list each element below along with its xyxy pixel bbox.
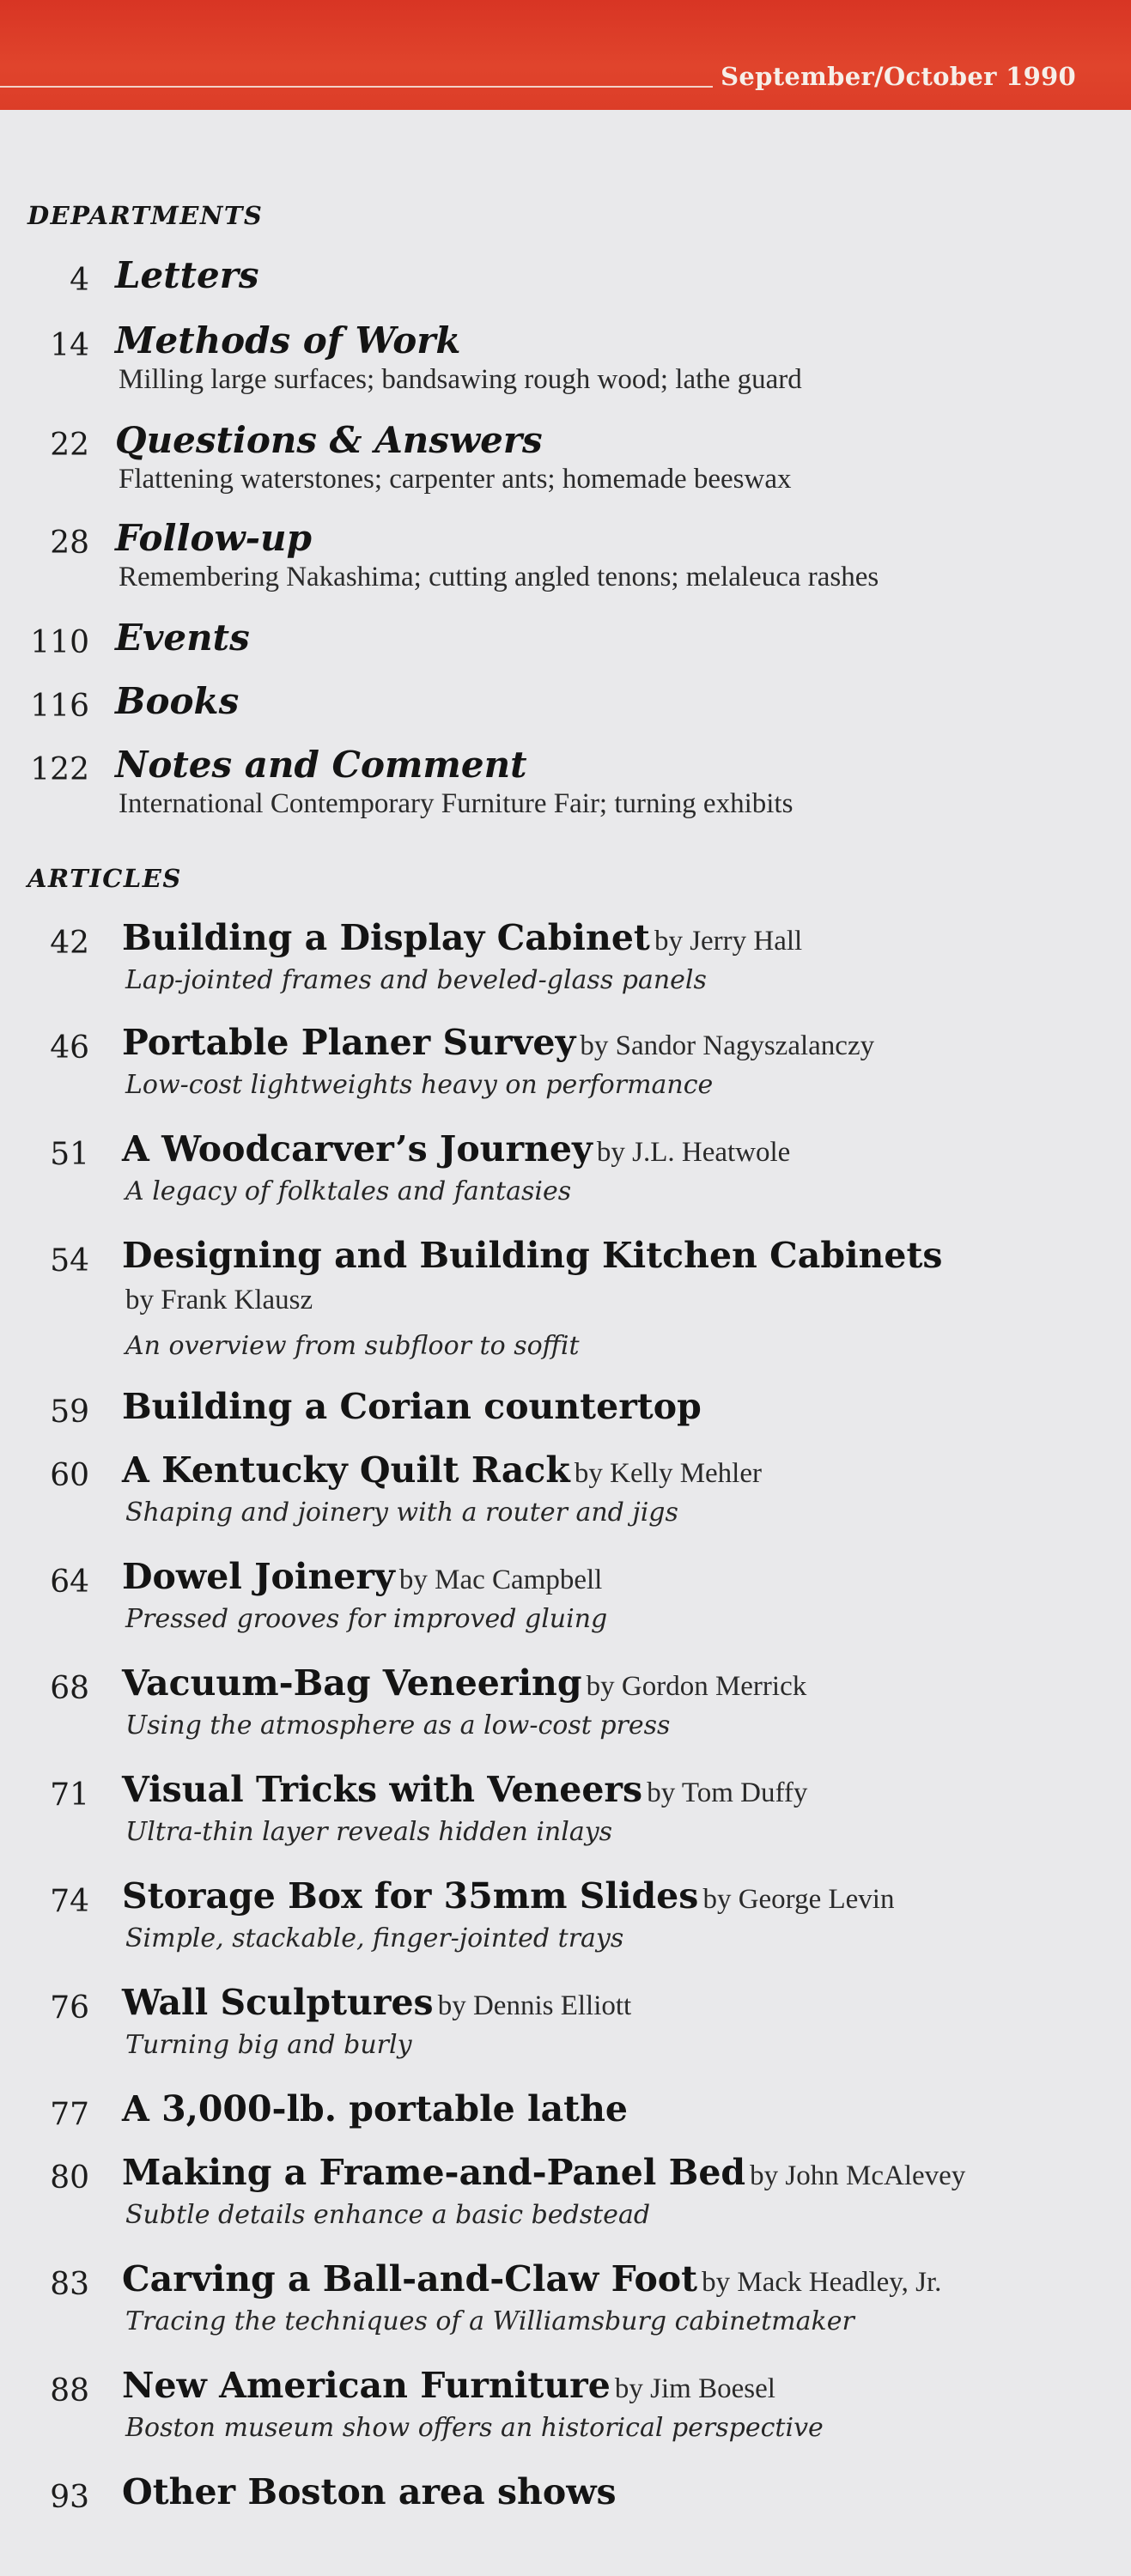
page-number: 59 bbox=[50, 1394, 89, 1430]
page-number: 88 bbox=[50, 2373, 89, 2409]
article-byline: by George Levin bbox=[702, 1884, 895, 1915]
article-byline: by Mac Campbell bbox=[398, 1564, 603, 1595]
article-title: Dowel Joinery bbox=[122, 1556, 395, 1597]
article-byline: by Gordon Merrick bbox=[586, 1671, 807, 1702]
article-byline: by Frank Klausz bbox=[125, 1285, 313, 1315]
article-byline: by Kelly Mehler bbox=[574, 1458, 762, 1489]
article-byline: by Tom Duffy bbox=[647, 1777, 808, 1808]
page-number: 122 bbox=[30, 752, 89, 787]
article-description: Low-cost lightweights heavy on performance bbox=[125, 1070, 714, 1100]
department-title: Letters bbox=[115, 254, 259, 296]
department-title: Books bbox=[115, 680, 240, 722]
article-description: Boston museum show offers an historical perspective bbox=[125, 2413, 824, 2443]
page-number: 51 bbox=[50, 1137, 89, 1172]
page-number: 46 bbox=[50, 1030, 89, 1066]
department-subtitle: International Contemporary Furniture Fair; turning exhibits bbox=[119, 788, 794, 819]
page-number: 22 bbox=[50, 428, 89, 463]
article-description: Pressed grooves for improved gluing bbox=[125, 1604, 608, 1634]
article-byline: by J.L. Heatwole bbox=[596, 1137, 791, 1168]
article-byline: by Jerry Hall bbox=[654, 926, 803, 957]
article-description: Simple, stackable, finger-jointed trays bbox=[125, 1923, 624, 1953]
departments-heading: DEPARTMENTS bbox=[27, 201, 264, 230]
article-description: Shaping and joinery with a router and jigs bbox=[125, 1498, 678, 1528]
page-number: 110 bbox=[30, 625, 89, 660]
article-title: Making a Frame-and-Panel Bed bbox=[122, 2152, 746, 2193]
article-byline: by Sandor Nagyszalanczy bbox=[580, 1030, 875, 1061]
page-number: 60 bbox=[50, 1458, 89, 1493]
page-number: 68 bbox=[50, 1671, 89, 1706]
article-title: Visual Tricks with Veneers bbox=[122, 1769, 643, 1810]
department-title: Follow-up bbox=[115, 517, 312, 559]
page-number: 93 bbox=[50, 2480, 89, 2515]
article-title: A 3,000-lb. portable lathe bbox=[122, 2088, 628, 2129]
article-title: Building a Corian countertop bbox=[122, 1386, 702, 1427]
page-number: 4 bbox=[70, 263, 89, 298]
article-byline: by Mack Headley, Jr. bbox=[702, 2267, 942, 2298]
article-description: A legacy of folktales and fantasies bbox=[125, 1176, 572, 1206]
department-title: Questions & Answers bbox=[115, 419, 543, 461]
article-byline: by Dennis Elliott bbox=[437, 1990, 632, 2021]
department-title: Events bbox=[115, 617, 250, 659]
header-bar bbox=[0, 0, 1131, 110]
department-title: Notes and Comment bbox=[115, 744, 527, 786]
article-byline: by Jim Boesel bbox=[614, 2373, 775, 2404]
article-description: Subtle details enhance a basic bedstead bbox=[125, 2200, 651, 2230]
article-title: Vacuum-Bag Veneering bbox=[122, 1662, 582, 1704]
department-subtitle: Flattening waterstones; carpenter ants; homemade beeswax bbox=[119, 464, 792, 495]
page-number: 54 bbox=[50, 1243, 89, 1279]
issue-date: September/October 1990 bbox=[721, 62, 1076, 91]
article-title: New American Furniture bbox=[122, 2365, 611, 2406]
article-title: A Woodcarver’s Journey bbox=[122, 1128, 593, 1170]
page-number: 64 bbox=[50, 1564, 89, 1600]
article-title: Other Boston area shows bbox=[122, 2471, 617, 2512]
article-description: Ultra-thin layer reveals hidden inlays bbox=[125, 1817, 613, 1847]
page-number: 71 bbox=[50, 1777, 89, 1813]
article-title: A Kentucky Quilt Rack bbox=[122, 1449, 570, 1491]
department-subtitle: Remembering Nakashima; cutting angled tenons; melaleuca rashes bbox=[119, 562, 879, 592]
page-number: 14 bbox=[50, 328, 89, 363]
article-description: Turning big and burly bbox=[125, 2030, 412, 2060]
page-number: 80 bbox=[50, 2160, 89, 2196]
article-byline: by John McAlevey bbox=[750, 2160, 966, 2191]
article-description: Using the atmosphere as a low-cost press bbox=[125, 1710, 671, 1741]
article-title: Carving a Ball-and-Claw Foot bbox=[122, 2258, 698, 2300]
article-title: Wall Sculptures bbox=[122, 1982, 434, 2023]
header-rule bbox=[0, 86, 713, 88]
article-title: Designing and Building Kitchen Cabinets bbox=[122, 1235, 943, 1276]
department-title: Methods of Work bbox=[115, 319, 461, 361]
article-title: Building a Display Cabinet bbox=[122, 917, 650, 958]
page-number: 83 bbox=[50, 2267, 89, 2302]
department-subtitle: Milling large surfaces; bandsawing rough wood; lathe guard bbox=[119, 364, 802, 395]
page-number: 42 bbox=[50, 926, 89, 961]
page-number: 76 bbox=[50, 1990, 89, 2026]
article-title: Storage Box for 35mm Slides bbox=[122, 1875, 699, 1917]
article-description: Lap-jointed frames and beveled-glass panels bbox=[125, 965, 707, 995]
page-number: 116 bbox=[30, 689, 89, 724]
page-number: 74 bbox=[50, 1884, 89, 1919]
page-number: 77 bbox=[50, 2097, 89, 2132]
article-description: An overview from subfloor to soffit bbox=[125, 1331, 580, 1361]
page-number: 28 bbox=[50, 526, 89, 561]
article-title: Portable Planer Survey bbox=[122, 1022, 576, 1063]
articles-heading: ARTICLES bbox=[27, 864, 182, 893]
article-description: Tracing the techniques of a Williamsburg cabinetmaker bbox=[125, 2306, 854, 2336]
